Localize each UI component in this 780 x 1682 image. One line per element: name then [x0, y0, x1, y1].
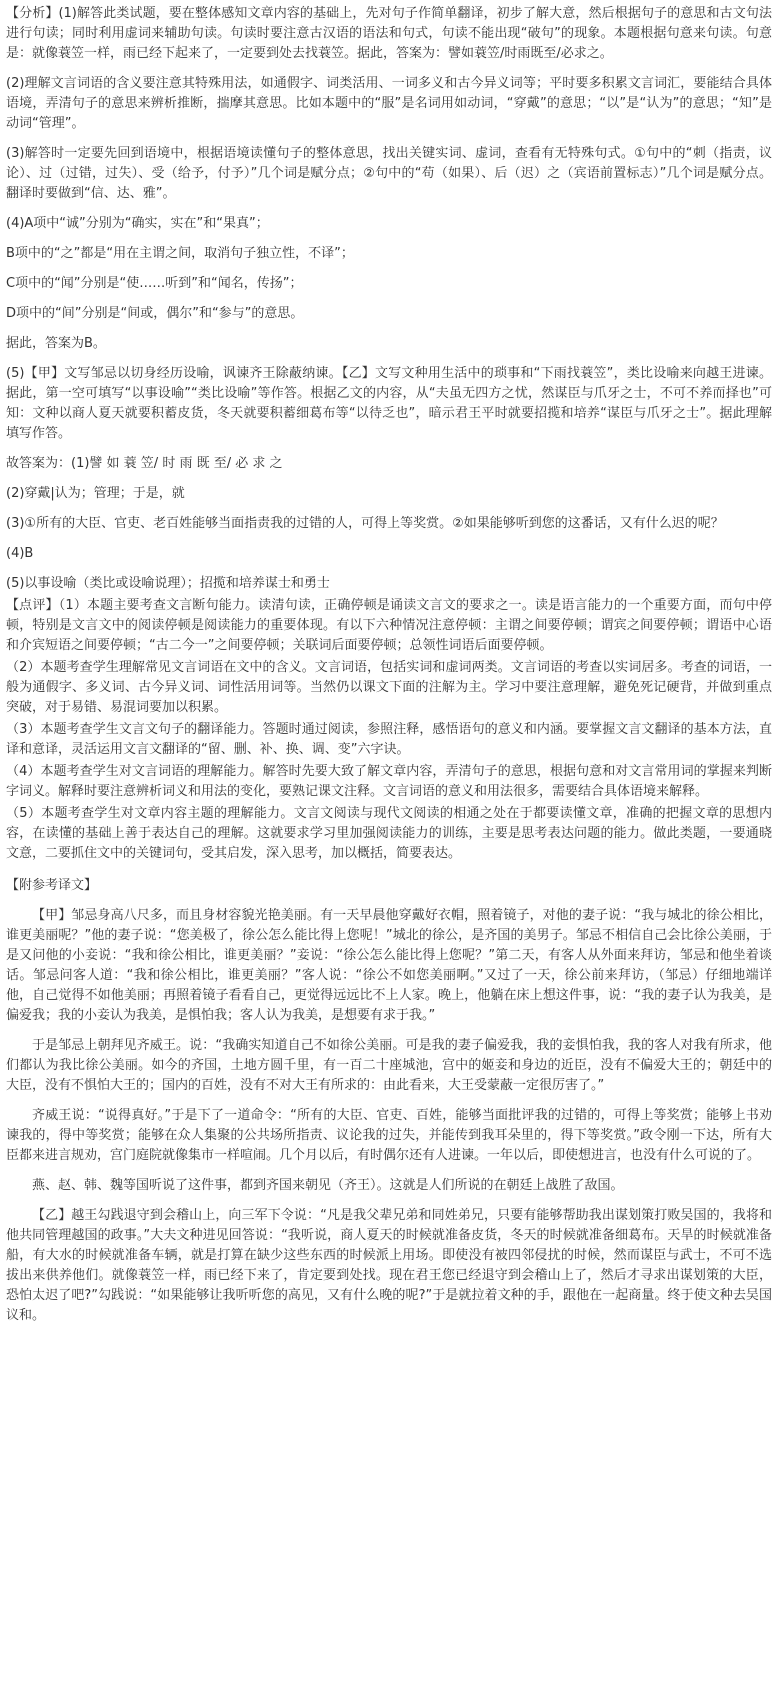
answers-section	[6, 454, 772, 594]
analysis-section	[6, 4, 772, 444]
translation-paragraph-1: 【甲】邹忌身高八尺多，而且身材容貌光艳美丽。有一天早晨他穿戴好衣帽，照着镜子，对他的妻子说：“我与城北的徐公相比，谁更美丽呢？”他的妻子说：“您美极了，徐公怎么能比得上您呢！”城北的徐公，是齐国的美男子。邹忌不相信自己会比徐公美丽，于是又问他的小妾说：“我和徐公相比，谁更美丽？”妾说：“徐公怎么能比得上您呢？”第二天，有客人从外面来拜访，邹忌和他坐着谈话。邹忌问客人道：“我和徐公相比，谁更美丽？”客人说：“徐公不如您美丽啊。”又过了一天，徐公前来拜访，（邹忌）仔细地端详他，自己觉得不如他美丽；再照着镜子看看自己，更觉得远远比不上人家。晚上，他躺在床上想这件事，说：“我的妻子认为我美，是偏爱我；我的小妾认为我美，是惧怕我；客人认为我美，是想要有求于我。”	[6, 908, 772, 1023]
analysis-paragraph-4c: C项中的“闻”分别是“使……听到”和“闻名，传扬”；	[6, 276, 303, 291]
analysis-paragraph-4b: B项中的“之”都是“用在主谓之间，取消句子独立性，不译”；	[6, 246, 354, 261]
translation-paragraph-2: 于是邹忌上朝拜见齐威王。说：“我确实知道自己不如徐公美丽。可是我的妻子偏爱我，我的妾惧怕我，我的客人对我有所求，他们都认为我比徐公美丽。如今的齐国，土地方圆千里，有一百二十座城池，宫中的姬妾和身边的近臣，没有不偏爱大王的；朝廷中的大臣，没有不惧怕大王的；国内的百姓，没有不对大王有所求的：由此看来，大王受蒙蔽一定很厉害了。”	[6, 1038, 772, 1093]
analysis-paragraph-4e: 据此，答案为B。	[6, 336, 106, 351]
translation-paragraph-3: 齐威王说：“说得真好。”于是下了一道命令：“所有的大臣、官吏、百姓，能够当面批评我的过错的，可得上等奖赏；能够上书劝谏我的，得中等奖赏；能够在众人集聚的公共场所指责、议论我的过失，并能传到我耳朵里的，得下等奖赏。”政令刚一下达，所有大臣都来进言规劝，宫门庭院就像集市一样喧闹。几个月以后，有时偶尔还有人进谏。一年以后，即使想进言，也没有什么可说的了。	[6, 1108, 772, 1163]
translation-heading: 【附参考译文】	[6, 878, 98, 893]
answer-2: (2)穿戴|认为；管理；于是，就	[6, 486, 185, 501]
comment-paragraph-1: 【点评】（1）本题主要考查文言断句能力。读清句读，正确停顿是诵读文言文的要求之一。读是语言能力的一个重要方面，而句中停顿，特别是文言文中的阅读停顿是阅读能力的重要体现。有以下六种情况注意停顿：主谓之间要停顿；谓宾之间要停顿；谓语中心语和介宾短语之间要停顿；“古二今一”之间要停顿；关联词后面要停顿；总领性词语后面要停顿。	[6, 598, 772, 653]
comment-paragraph-5: （5）本题考查学生对文章内容主题的理解能力。文言文阅读与现代文阅读的相通之处在于都要读懂文章，准确的把握文章的思想内容，在读懂的基础上善于表达自己的理解。这就要求学习里加强阅读能力的训练，主要是思考表达问题的能力。做此类题，一要通晓文意，二要抓住文中的关键词句，受其启发，深入思考，加以概括，简要表达。	[6, 806, 772, 861]
comment-section	[6, 596, 772, 864]
comment-paragraph-4: （4）本题考查学生对文言词语的理解能力。解答时先要大致了解文章内容，弄清句子的意思，根据句意和对文言常用词的掌握来判断字词义。解释时要注意辨析词义和用法的变化，要熟记课文注释。文言词语的意义和用法很多，需要结合具体语境来解释。	[6, 764, 772, 799]
analysis-paragraph-3: (3)解答时一定要先回到语境中，根据语境读懂句子的整体意思，找出关键实词、虚词，查看有无特殊句式。①句中的“刺（指责，议论）、过（过错，过失）、受（给予，付予）”几个词是赋分点；②句中的“苟（如果）、后（迟）之（宾语前置标志）”几个词是赋分点。翻译时要做到“信、达、雅”。	[6, 146, 772, 201]
analysis-paragraph-2: (2)理解文言词语的含义要注意其特殊用法，如通假字、词类活用、一词多义和古今异义词等；平时要多积累文言词汇，要能结合具体语境，弄清句子的意思来辨析推断，揣摩其意思。比如本题中的“服”是名词用如动词，“穿戴”的意思；“以”是“认为”的意思；“知”是动词“管理”。	[6, 76, 772, 131]
comment-paragraph-3: （3）本题考查学生文言文句子的翻译能力。答题时通过阅读，参照注释，感悟语句的意义和内涵。要掌握文言文翻译的基本方法，直译和意译，灵活运用文言文翻译的“留、删、补、换、调、变”六字诀。	[6, 722, 772, 757]
comment-paragraph-2: （2）本题考查学生理解常见文言词语在文中的含义。文言词语，包括实词和虚词两类。文言词语的考查以实词居多。考查的词语，一般为通假字、多义词、古今异义词、词性活用词等。当然仍以课文下面的注解为主。学习中要注意理解，避免死记硬背，并做到重点突破，对于易错、易混词要加以积累。	[6, 660, 772, 715]
analysis-paragraph-5: (5)【甲】文写邹忌以切身经历设喻，讽谏齐王除蔽纳谏。【乙】文写文种用生活中的琐事和“下雨找蓑笠”，类比设喻来向越王进谏。据此，第一空可填写“以事设喻”“类比设喻”等作答。根据乙文的内容，从“夫虽无四方之忧，然谋臣与爪牙之士，不可不养而择也”可知：文种以商人夏天就要积蓄皮货，冬天就要积蓄细葛布等“以待乏也”，暗示君王平时就要招揽和培养“谋臣与爪牙之士”。据此理解填写作答。	[6, 366, 772, 441]
answer-3: (3)①所有的大臣、官吏、老百姓能够当面指责我的过错的人，可得上等奖赏。②如果能够听到您的这番话，又有什么迟的呢？	[6, 516, 724, 531]
answer-4: (4)B	[6, 546, 34, 561]
answer-1: 故答案为：(1)譬 如 蓑 笠/ 时 雨 既 至/ 必 求 之	[6, 456, 283, 471]
answer-5: (5)以事设喻（类比或设喻说理）；招揽和培养谋士和勇士	[6, 576, 330, 591]
translation-paragraph-4: 燕、赵、韩、魏等国听说了这件事，都到齐国来朝见（齐王）。这就是人们所说的在朝廷上战胜了敌国。	[32, 1178, 624, 1193]
translation-section	[6, 876, 772, 1326]
translation-paragraph-5: 【乙】越王勾践退守到会稽山上，向三军下令说：“凡是我父辈兄弟和同姓弟兄，只要有能够帮助我出谋划策打败吴国的，我将和他共同管理越国的政事。”大夫文种进见回答说：“我听说，商人夏天的时候就准备皮货，冬天的时候就准备细葛布。天旱的时候就准备船，有大水的时候就准备车辆，就是打算在缺少这些东西的时候派上用场。即使没有被四邻侵扰的时候，然而谋臣与武士，不可不选拔出来供养他们。就像蓑笠一样，雨已经下来了，肯定要到处找。现在君王您已经退守到会稽山上了，然后才寻求出谋划策的大臣，恐怕太迟了吧?”勾践说：“如果能够让我听听您的高见，又有什么晚的呢?”于是就拉着文种的手，跟他在一起商量。终于使文种去吴国议和。	[6, 1208, 772, 1323]
analysis-paragraph-4a: (4)A项中“诚”分别为“确实，实在”和“果真”；	[6, 216, 269, 231]
analysis-paragraph-1: 【分析】(1)解答此类试题，要在整体感知文章内容的基础上，先对句子作简单翻译，初步了解大意，然后根据句子的意思和古文句法进行句读；同时利用虚词来辅助句读。句读时要注意古汉语的语法和句式，句读不能出现“破句”的现象。本题根据句意来句读。句意是：就像蓑笠一样，雨已经下起来了，一定要到处去找蓑笠。据此，答案为：譬如蓑笠/时雨既至/必求之。	[6, 6, 772, 61]
analysis-paragraph-4d: D项中的“间”分别是“间或，偶尔”和“参与”的意思。	[6, 306, 304, 321]
